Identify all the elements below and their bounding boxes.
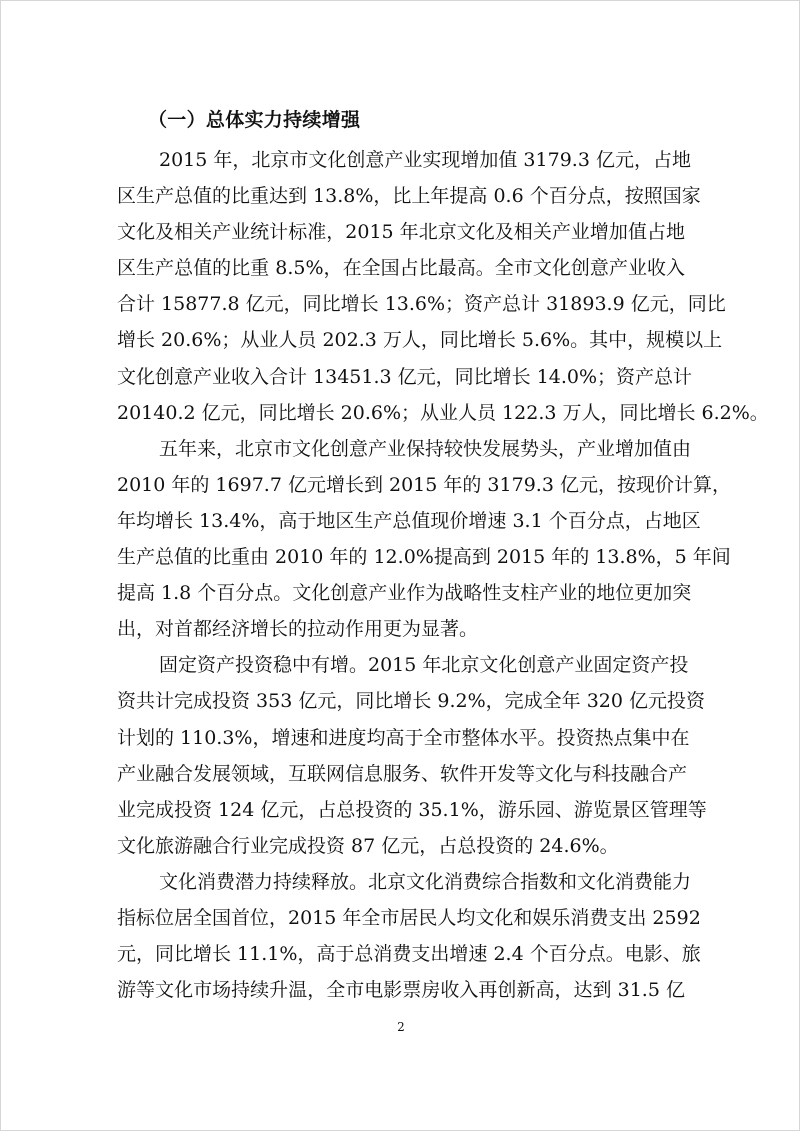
page-number: 2 [397,1020,405,1034]
paragraph [117,864,701,1008]
text-line: 增长 20.6%；从业人员 202.3 万人，同比增长 5.6%。其中，规模以上 [117,329,723,352]
paragraph [117,647,707,864]
text-line: 文化创意产业收入合计 13451.3 亿元，同比增长 14.0%；资产总计 [117,365,693,388]
text-line: 五年来，北京市文化创意产业保持较快发展势头，产业增加值由 [159,437,692,460]
text-line: 生产总值的比重由 2010 年的 12.0%提高到 2015 年的 13.8%，5 年间 [117,546,731,569]
text-line: 文化消费潜力持续释放。北京文化消费综合指数和文化消费能力 [159,870,692,893]
paragraph [117,142,769,431]
text-line: 年均增长 13.4%，高于地区生产总值现价增速 3.1 个百分点，占地区 [117,509,701,532]
text-line: 区生产总值的比重达到 13.8%，比上年提高 0.6 个百分点，按照国家 [117,185,701,208]
text-line: 提高 1.8 个百分点。文化创意产业作为战略性支柱产业的地位更加突 [117,582,692,605]
text-line: 固定资产投资稳中有增。2015 年北京文化创意产业固定资产投 [159,654,689,677]
text-line: 20140.2 亿元，同比增长 20.6%；从业人员 122.3 万人，同比增长 6.2%。 [117,401,769,424]
text-line: 资共计完成投资 353 亿元，同比增长 9.2%，完成全年 320 亿元投资 [117,690,705,713]
text-line: 元，同比增长 11.1%，高于总消费支出增速 2.4 个百分点。电影、旅 [117,943,701,966]
text-line: 游等文化市场持续升温，全市电影票房收入再创新高，达到 31.5 亿 [117,979,685,1002]
text-line: 业完成投资 124 亿元，占总投资的 35.1%，游乐园、游览景区管理等 [117,798,707,821]
text-line: 计划的 110.3%，增速和进度均高于全市整体水平。投资热点集中在 [117,726,690,749]
text-line: 文化及相关产业统计标准，2015 年北京文化及相关产业增加值占地 [117,221,685,244]
text-line: 2010 年的 1697.7 亿元增长到 2015 年的 3179.3 亿元，按现价计算， [117,473,731,496]
paragraph-list [117,142,769,1008]
document-body [117,98,769,1008]
section-heading: （一）总体实力持续增强 [148,109,361,131]
paragraph [117,431,731,648]
text-line: 区生产总值的比重 8.5%，在全国占比最高。全市文化创意产业收入 [117,257,685,280]
text-line: 出，对首都经济增长的拉动作用更为显著。 [117,618,479,641]
text-line: 2015 年，北京市文化创意产业实现增加值 3179.3 亿元，占地 [159,149,691,171]
text-line: 文化旅游融合行业完成投资 87 亿元，占总投资的 24.6%。 [117,834,619,857]
text-line: 产业融合发展领域，互联网信息服务、软件开发等文化与科技融合产 [117,762,688,785]
text-line: 合计 15877.8 亿元，同比增长 13.6%；资产总计 31893.9 亿元，同比 [117,293,726,316]
text-line: 指标位居全国首位，2015 年全市居民人均文化和娱乐消费支出 2592 [117,906,701,929]
